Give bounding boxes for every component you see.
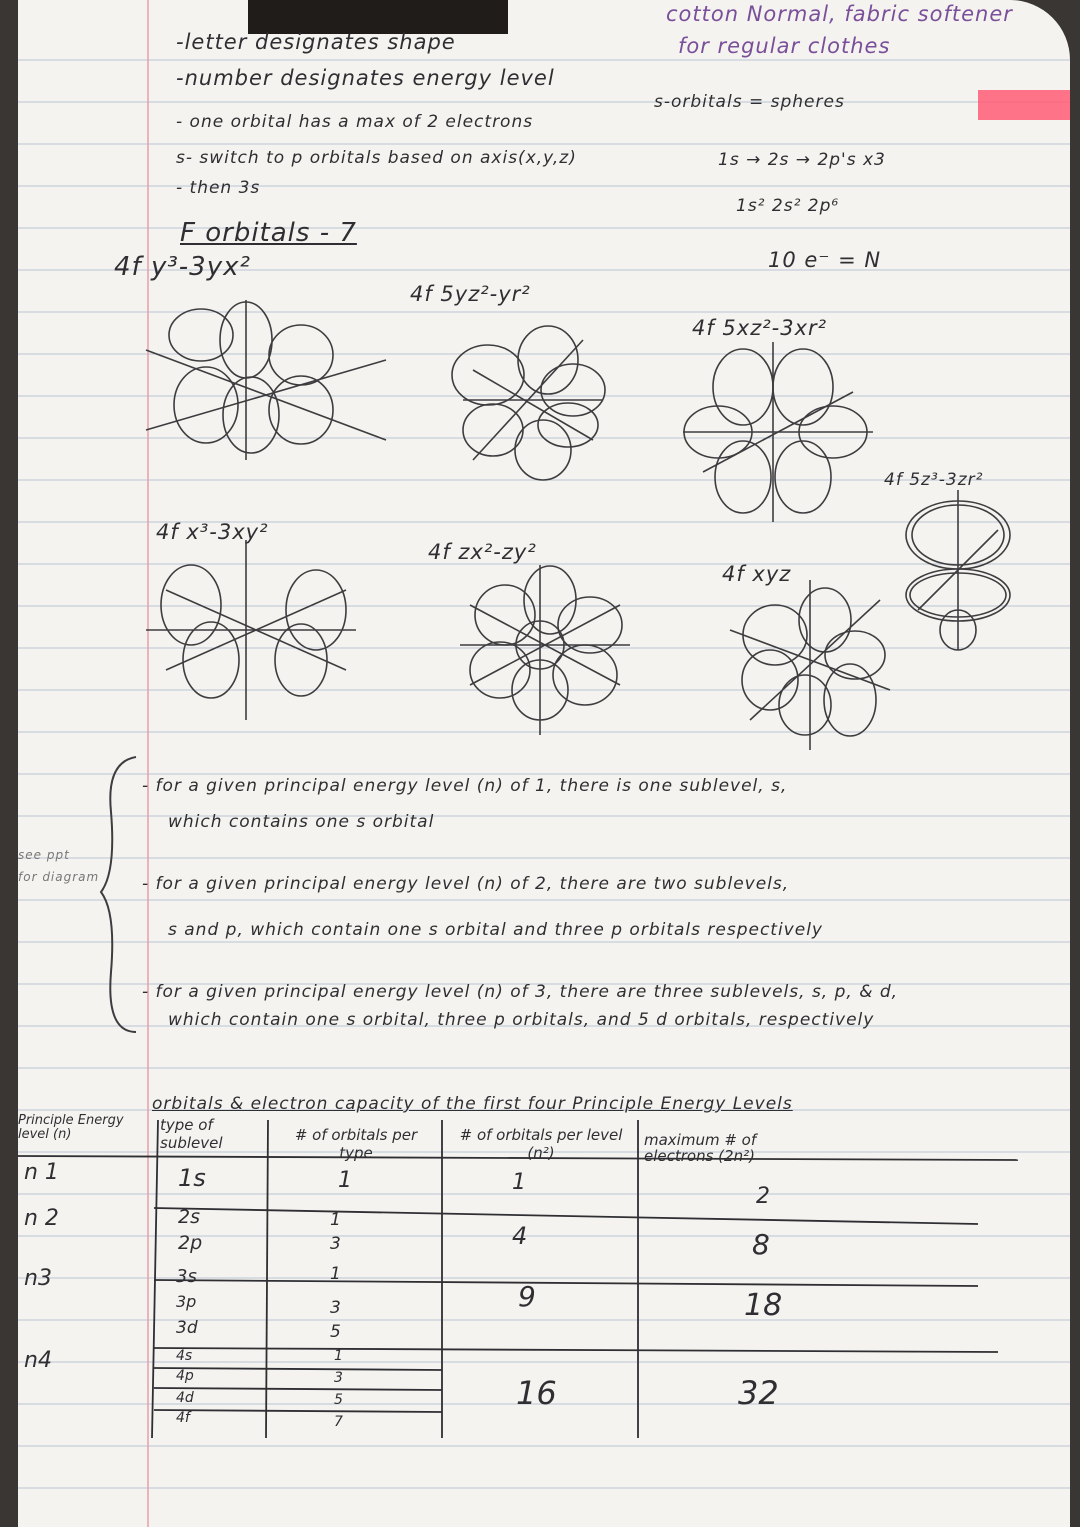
row-n3-per-type-p: 3 bbox=[330, 1298, 341, 1318]
row-n4-per-level: 16 bbox=[516, 1374, 557, 1412]
notebook-page bbox=[18, 0, 1070, 1527]
purple-line1: cotton Normal, fabric softener bbox=[666, 2, 1013, 26]
row-n1-level: n 1 bbox=[24, 1160, 59, 1185]
row-n3-level: n3 bbox=[24, 1266, 52, 1291]
row-n2-per-type-p: 3 bbox=[330, 1234, 341, 1254]
orbital-drawing-2 bbox=[452, 326, 605, 480]
row-n4-max: 32 bbox=[738, 1374, 779, 1412]
row-n4-sub-4p: 4p bbox=[176, 1368, 194, 1384]
header-type: type of sublevel bbox=[160, 1116, 223, 1152]
orbital-label-3: 4f 5xz²-3xr² bbox=[692, 316, 828, 340]
note-letter: -letter designates shape bbox=[176, 30, 456, 54]
orbital-drawing-1 bbox=[146, 300, 386, 460]
note-switch: s- switch to p orbitals based on axis(x,y,z) bbox=[176, 148, 577, 168]
orbital-drawing-7 bbox=[730, 580, 890, 750]
row-n3-sub-3p: 3p bbox=[176, 1292, 197, 1311]
note-then: - then 3s bbox=[176, 178, 261, 198]
table-title: orbitals & electron capacity of the first four Principle Energy Levels bbox=[152, 1094, 793, 1114]
f-orbitals-title: F orbitals - 7 bbox=[180, 218, 357, 248]
statement-2a: - for a given principal energy level (n) of 2, there are two sublevels, bbox=[142, 874, 790, 894]
row-n4-per-type-p: 3 bbox=[334, 1370, 343, 1386]
orbital-drawing-3 bbox=[683, 342, 873, 522]
row-n2-max: 8 bbox=[752, 1228, 770, 1261]
row-n1-per-level: 1 bbox=[512, 1170, 526, 1195]
statement-3a: - for a given principal energy level (n) of 3, there are three sublevels, s, p, & d, bbox=[142, 982, 899, 1002]
statement-1a: - for a given principal energy level (n) of 1, there is one sublevel, s, bbox=[142, 776, 788, 796]
orbital-drawing-6 bbox=[460, 565, 630, 735]
row-n3-per-type-d: 5 bbox=[330, 1322, 341, 1342]
row-n2-per-level: 4 bbox=[512, 1222, 528, 1250]
row-n1-sub-1s: 1s bbox=[178, 1164, 206, 1192]
row-n3-sub-3s: 3s bbox=[176, 1266, 197, 1287]
orbital-drawing-4 bbox=[906, 490, 1010, 650]
statement-3b: which contain one s orbital, three p orbitals, and 5 d orbitals, respectively bbox=[168, 1010, 875, 1030]
row-n3-per-level: 9 bbox=[518, 1280, 536, 1313]
side-note-line2: for diagram bbox=[18, 870, 100, 884]
row-n4-sub-4d: 4d bbox=[176, 1390, 194, 1406]
row-n1-max: 2 bbox=[756, 1184, 770, 1209]
orbital-label-2: 4f 5yz²-yr² bbox=[410, 282, 531, 306]
header-max: maximum # of electrons (2n²) bbox=[644, 1131, 757, 1165]
row-n4-per-type-d: 5 bbox=[334, 1392, 343, 1408]
row-n3-max: 18 bbox=[744, 1288, 783, 1323]
row-n4-sub-4s: 4s bbox=[176, 1348, 193, 1364]
statement-2b: s and p, which contain one s orbital and three p orbitals respectively bbox=[168, 920, 823, 940]
note-number: -number designates energy level bbox=[176, 66, 555, 90]
row-n2-sub-2s: 2s bbox=[178, 1206, 200, 1228]
row-n2-level: n 2 bbox=[24, 1206, 59, 1231]
config-note: 1s² 2s² 2p⁶ bbox=[736, 196, 840, 216]
header-level: Principle Energy level (n) bbox=[18, 1113, 124, 1142]
row-n4-per-type-s: 1 bbox=[334, 1348, 343, 1364]
row-n3-per-type-s: 1 bbox=[330, 1264, 341, 1284]
orbital-label-4: 4f 5z³-3zr² bbox=[884, 470, 984, 490]
orbital-label-5: 4f x³-3xy² bbox=[156, 520, 269, 544]
orbital-label-1: 4f y³-3yx² bbox=[114, 252, 251, 282]
side-note-line1: see ppt bbox=[18, 848, 70, 862]
purple-line2: for regular clothes bbox=[678, 34, 891, 58]
s-sequence-note: 1s → 2s → 2p's x3 bbox=[718, 150, 886, 170]
s-orbitals-note: s-orbitals = spheres bbox=[654, 92, 845, 112]
row-n4-level: n4 bbox=[24, 1348, 52, 1373]
row-n2-sub-2p: 2p bbox=[178, 1232, 203, 1254]
row-n4-sub-4f: 4f bbox=[176, 1410, 190, 1426]
row-n3-sub-3d: 3d bbox=[176, 1318, 198, 1338]
statement-1b: which contains one s orbital bbox=[168, 812, 435, 832]
note-max: - one orbital has a max of 2 electrons bbox=[176, 112, 534, 132]
header-per-type: # of orbitals per type bbox=[294, 1126, 418, 1162]
header-per-level: # of orbitals per level (n²) bbox=[459, 1126, 623, 1162]
orbital-drawing-5 bbox=[146, 540, 356, 720]
ten-electrons-note: 10 e⁻ = N bbox=[768, 248, 882, 272]
row-n1-per-type: 1 bbox=[338, 1168, 352, 1193]
row-n2-per-type-s: 1 bbox=[330, 1210, 341, 1230]
orbital-label-6: 4f zx²-zy² bbox=[428, 540, 537, 564]
orbital-label-7: 4f xyz bbox=[722, 562, 792, 586]
orbital-sketches bbox=[18, 0, 1070, 760]
row-n4-per-type-f: 7 bbox=[334, 1414, 343, 1430]
